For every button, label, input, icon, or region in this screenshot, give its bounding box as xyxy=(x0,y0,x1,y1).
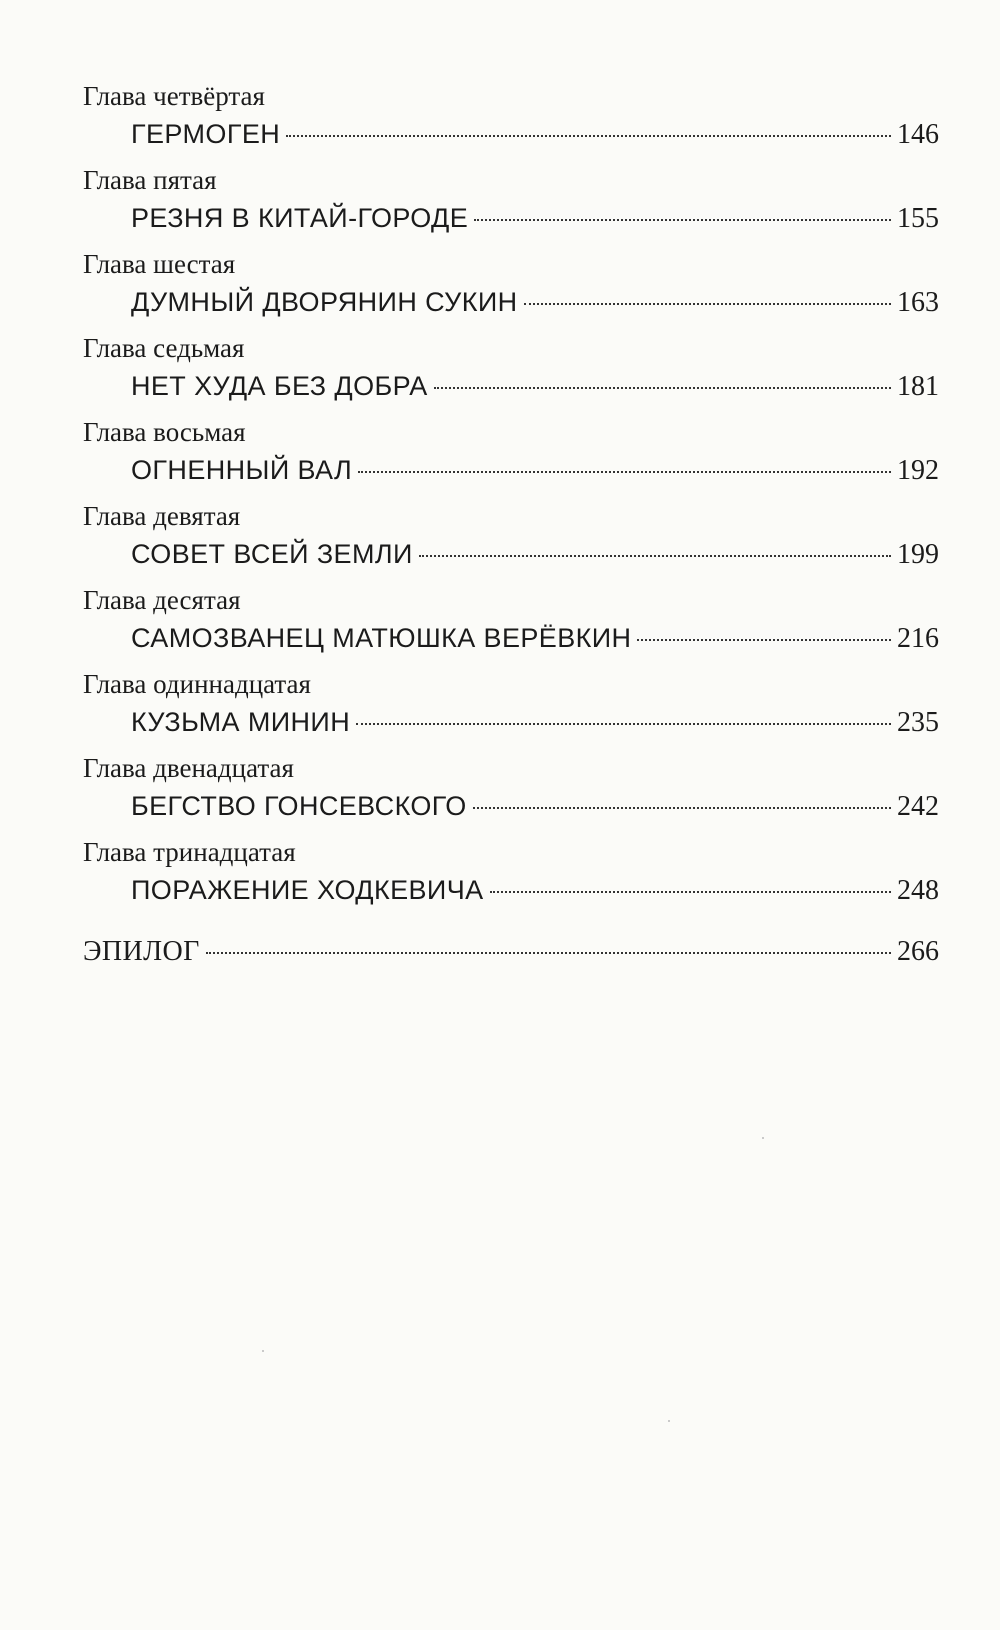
dot-leader xyxy=(286,135,891,137)
page-number: 235 xyxy=(897,707,939,738)
dot-leader xyxy=(473,807,891,809)
chapter-label: Глава тринадцатая xyxy=(83,837,296,867)
dot-leader xyxy=(637,639,891,641)
toc-title-line[interactable] xyxy=(83,450,939,490)
page-number: 266 xyxy=(897,936,939,967)
dot-leader xyxy=(524,303,891,305)
page-number: 248 xyxy=(897,875,939,906)
toc-entry xyxy=(83,330,939,406)
toc-title-line[interactable] xyxy=(83,786,939,826)
paper-speck xyxy=(668,1420,670,1422)
chapter-title: РЕЗНЯ В КИТАЙ-ГОРОДЕ xyxy=(131,203,469,233)
chapter-label: Глава пятая xyxy=(83,165,217,195)
page-number: 163 xyxy=(897,287,939,318)
page-number: 181 xyxy=(897,371,939,402)
page-number: 199 xyxy=(897,539,939,570)
dot-leader xyxy=(419,555,891,557)
paper-speck xyxy=(762,1137,764,1139)
toc-title-line[interactable] xyxy=(83,618,939,658)
toc-title-line[interactable] xyxy=(83,702,939,742)
dot-leader xyxy=(206,952,891,954)
chapter-title: ПОРАЖЕНИЕ ХОДКЕВИЧА xyxy=(131,875,484,905)
chapter-label: Глава четвёртая xyxy=(83,81,265,111)
chapter-label: Глава восьмая xyxy=(83,417,246,447)
chapter-label: Глава седьмая xyxy=(83,333,245,363)
chapter-title: ОГНЕННЫЙ ВАЛ xyxy=(131,455,353,485)
dot-leader xyxy=(490,891,891,893)
chapter-title: СОВЕТ ВСЕЙ ЗЕМЛИ xyxy=(131,539,413,569)
chapter-title: КУЗЬМА МИНИН xyxy=(131,707,351,737)
toc-entry xyxy=(83,750,939,826)
toc-title-line[interactable] xyxy=(83,198,939,238)
toc-title-line[interactable] xyxy=(83,282,939,322)
chapter-title: САМОЗВАНЕЦ МАТЮШКА ВЕРЁВКИН xyxy=(131,623,632,653)
paper-speck xyxy=(262,1350,264,1352)
toc-entry xyxy=(83,414,939,490)
toc-entry xyxy=(83,498,939,574)
page-number: 192 xyxy=(897,455,939,486)
chapter-label: Глава одиннадцатая xyxy=(83,669,311,699)
toc-epilogue-line[interactable] xyxy=(83,932,939,972)
dot-leader xyxy=(434,387,891,389)
dot-leader xyxy=(356,723,891,725)
toc-entry xyxy=(83,162,939,238)
toc-entry xyxy=(83,834,939,910)
chapter-label: Глава девятая xyxy=(83,501,241,531)
toc-entry xyxy=(83,666,939,742)
table-of-contents xyxy=(83,78,939,972)
toc-entry xyxy=(83,78,939,154)
chapter-title: ДУМНЫЙ ДВОРЯНИН СУКИН xyxy=(131,287,518,317)
chapter-label: Глава двенадцатая xyxy=(83,753,294,783)
page-number: 155 xyxy=(897,203,939,234)
toc-title-line[interactable] xyxy=(83,870,939,910)
toc-title-line[interactable] xyxy=(83,114,939,154)
chapter-label: Глава шестая xyxy=(83,249,236,279)
toc-entry xyxy=(83,246,939,322)
chapter-label: Глава десятая xyxy=(83,585,241,615)
chapter-title: НЕТ ХУДА БЕЗ ДОБРА xyxy=(131,371,428,401)
chapter-title: БЕГСТВО ГОНСЕВСКОГО xyxy=(131,791,467,821)
toc-entry xyxy=(83,582,939,658)
dot-leader xyxy=(474,219,891,221)
dot-leader xyxy=(358,471,891,473)
toc-title-line[interactable] xyxy=(83,366,939,406)
page-number: 242 xyxy=(897,791,939,822)
page-number: 146 xyxy=(897,119,939,150)
chapter-title: ГЕРМОГЕН xyxy=(131,119,281,149)
page-number: 216 xyxy=(897,623,939,654)
toc-title-line[interactable] xyxy=(83,534,939,574)
epilogue-title: ЭПИЛОГ xyxy=(83,936,200,967)
